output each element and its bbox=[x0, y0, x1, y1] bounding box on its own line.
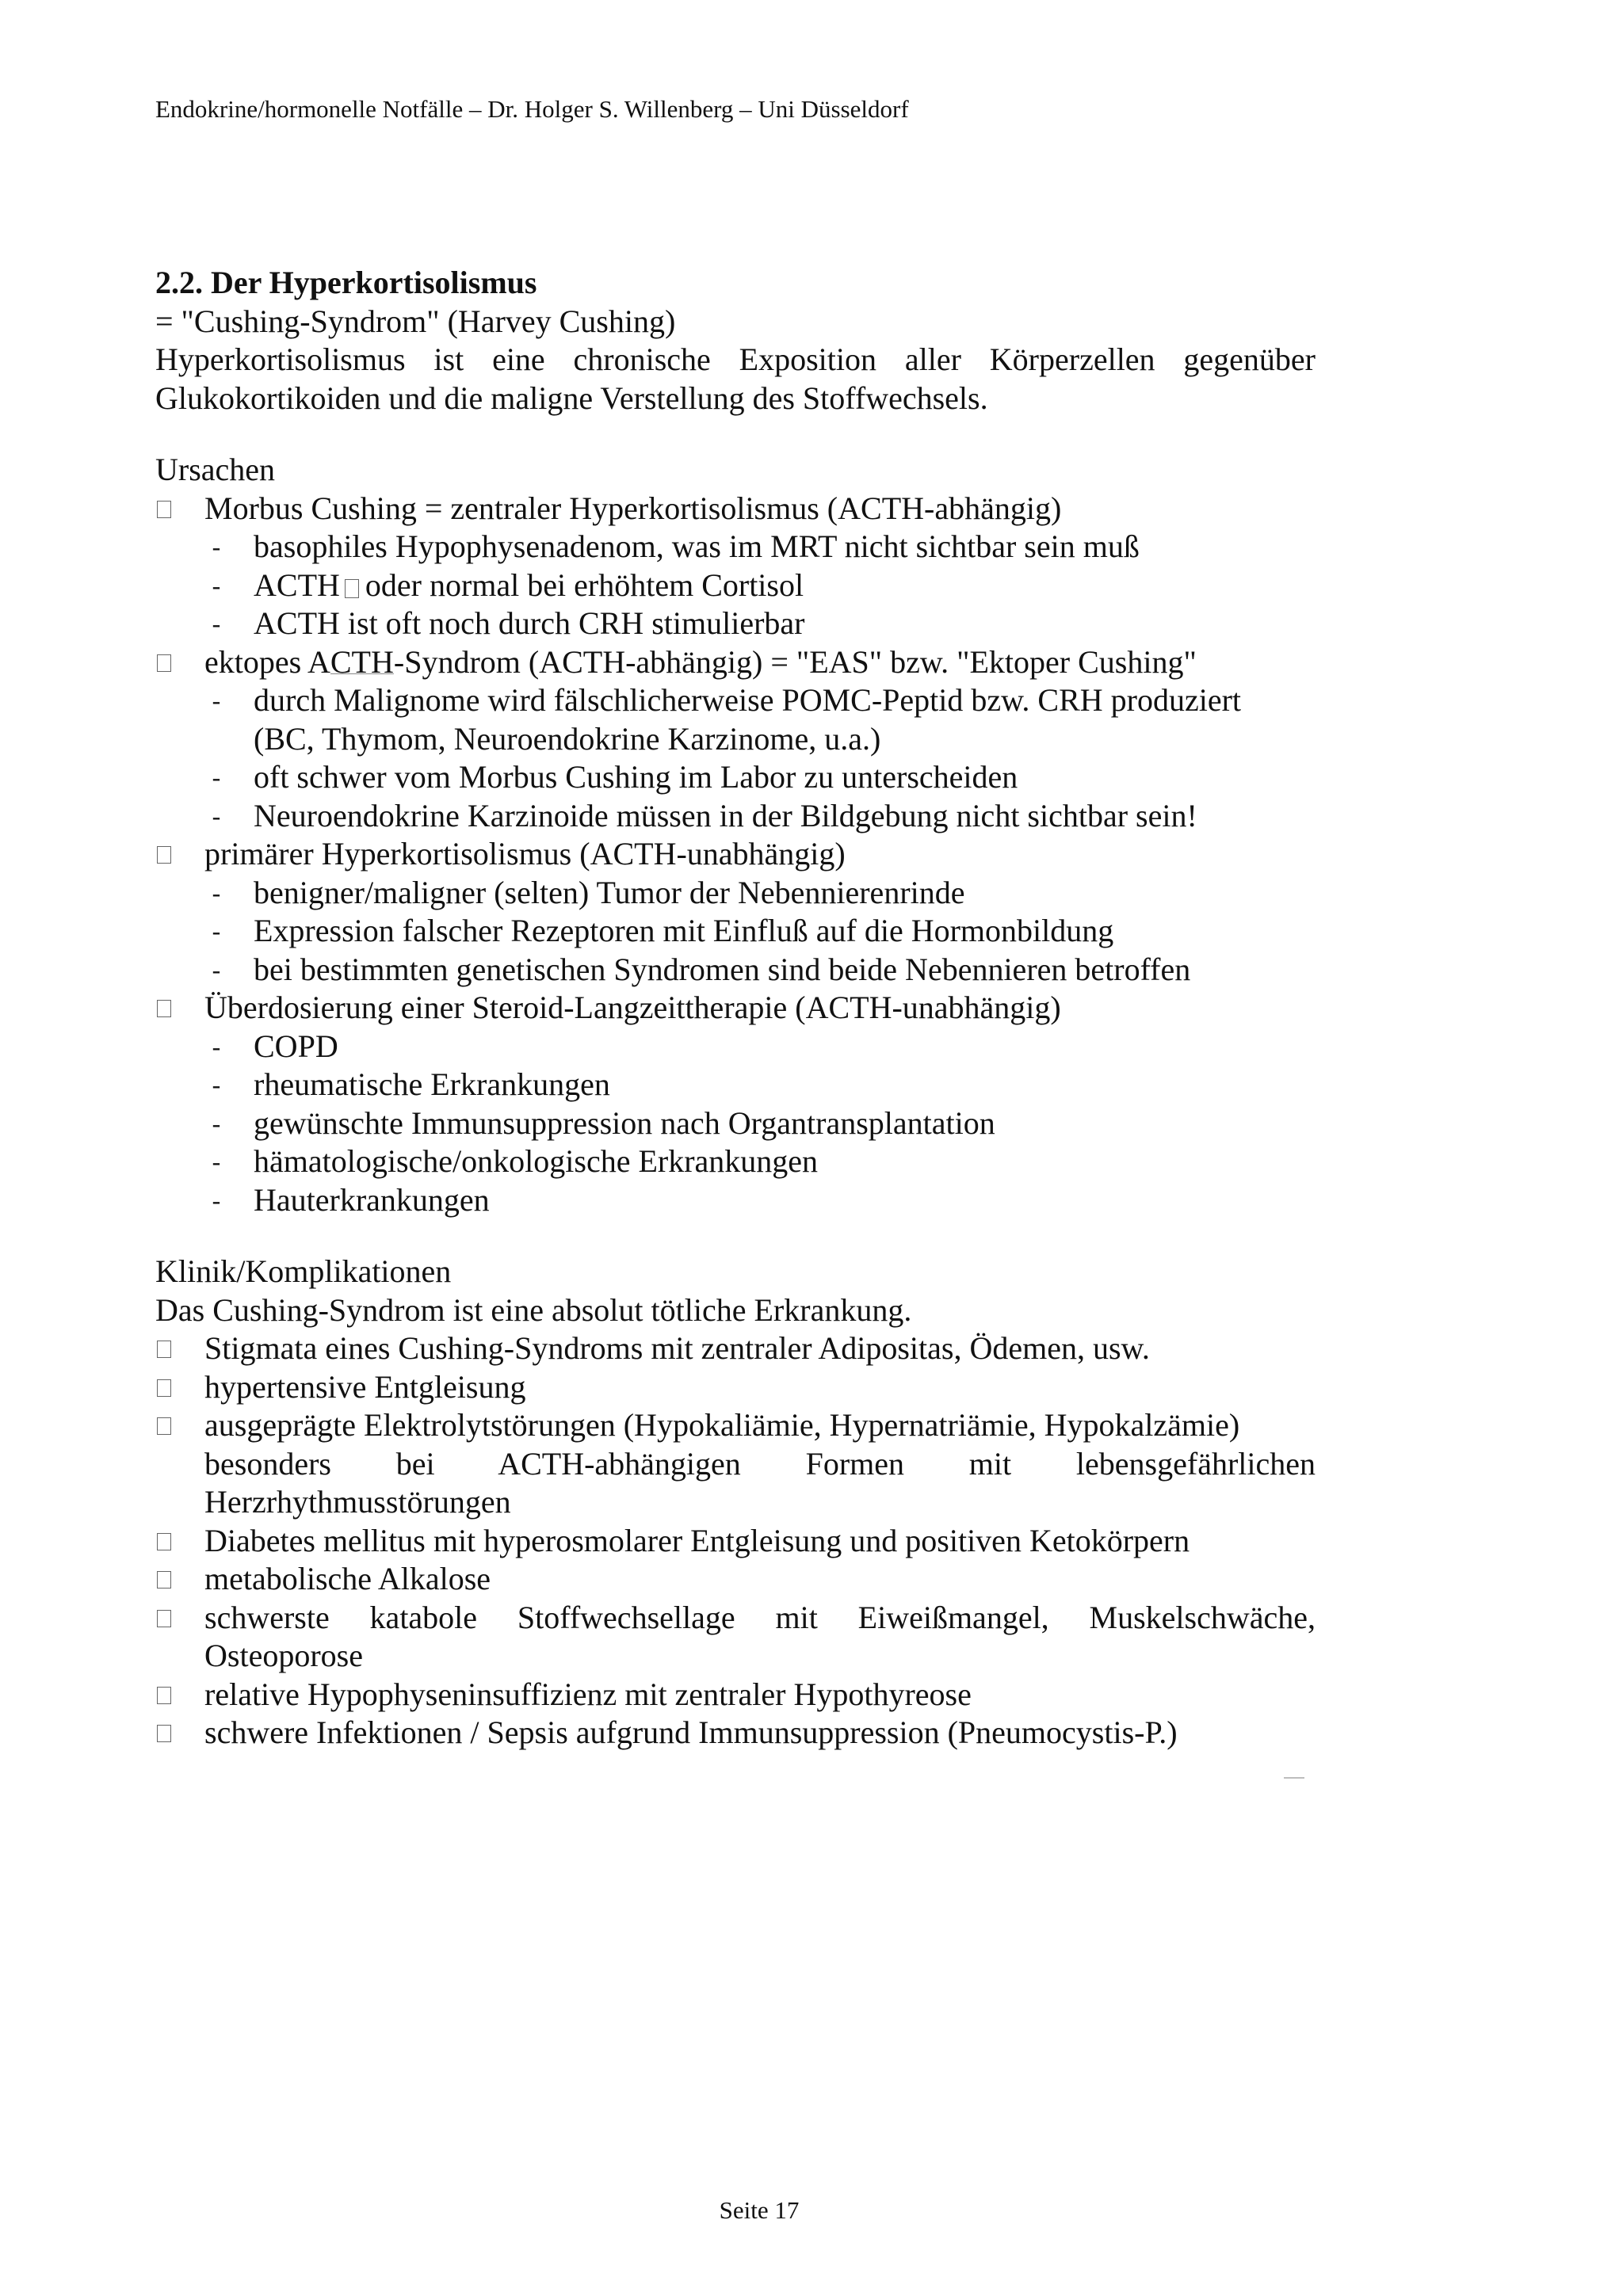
cause-subitem-text bbox=[254, 566, 1316, 605]
page-number: Seite 17 bbox=[719, 2196, 800, 2224]
dash-bullet-icon: - bbox=[212, 532, 221, 561]
cause-subitem bbox=[155, 1142, 1316, 1181]
cause-label-part: CTH bbox=[330, 643, 394, 680]
cause-label-part: ektopes A bbox=[204, 643, 330, 680]
cause-subitem bbox=[155, 951, 1316, 990]
complication-item bbox=[155, 1676, 1316, 1714]
dash-bullet-icon: - bbox=[212, 955, 221, 984]
cause-label: primärer Hyperkortisolismus (ACTH-unabhängig) bbox=[204, 836, 846, 871]
complication-text: ausgeprägte Elektrolytstörungen (Hypokaliämie, Hypernatriämie, Hypokalzämie) bbox=[204, 1407, 1240, 1443]
cause-subitem bbox=[155, 528, 1316, 566]
cause-subitem-text: rheumatische Erkrankungen bbox=[254, 1066, 610, 1102]
dash-bullet-icon: - bbox=[212, 570, 221, 600]
cause-subitem bbox=[155, 874, 1316, 913]
definition-line-2: Glukokortikoiden und die maligne Verstellung des Stoffwechsels. bbox=[155, 379, 988, 416]
complication-item bbox=[155, 1329, 1316, 1368]
complication-text: Stigmata eines Cushing-Syndroms mit zentraler Adipositas, Ödemen, usw. bbox=[204, 1330, 1150, 1366]
cause-subitem-text: Neuroendokrine Karzinoide müssen in der Bildgebung nicht sichtbar sein! bbox=[254, 797, 1197, 833]
running-header: Endokrine/hormonelle Notfälle – Dr. Holger S. Willenberg – Uni Düsseldorf bbox=[155, 95, 909, 123]
dash-bullet-icon: - bbox=[212, 801, 221, 830]
page-content bbox=[155, 264, 1316, 1753]
complication-text: schwerste katabole Stoffwechsellage mit Eiweißmangel, Muskelschwäche, bbox=[204, 1599, 1316, 1635]
missing-glyph-icon bbox=[157, 846, 171, 864]
dash-bullet-icon: - bbox=[212, 878, 221, 907]
dash-bullet-icon: - bbox=[212, 1147, 221, 1176]
complication-text: relative Hypophyseninsuffizienz mit zentraler Hypothyreose bbox=[204, 1676, 972, 1712]
definition-line-1: Hyperkortisolismus ist eine chronische Exposition aller Körperzellen gegenüber bbox=[155, 341, 1316, 377]
missing-glyph-icon bbox=[157, 1725, 171, 1742]
missing-glyph-icon bbox=[345, 579, 359, 598]
complication-item bbox=[155, 1368, 1316, 1407]
dash-bullet-icon: - bbox=[212, 1108, 221, 1138]
cause-subitem bbox=[155, 912, 1316, 951]
cause-subitem-text: Expression falscher Rezeptoren mit Einfluß auf die Hormonbildung bbox=[254, 913, 1114, 948]
stray-mark bbox=[1284, 1777, 1304, 1779]
missing-glyph-icon bbox=[157, 1379, 171, 1397]
cause-item bbox=[155, 835, 1316, 874]
cause-subitem-text: oft schwer vom Morbus Cushing im Labor zu unterscheiden bbox=[254, 759, 1018, 795]
cause-subitem bbox=[155, 797, 1316, 836]
missing-glyph-icon bbox=[157, 1610, 171, 1627]
klinik-intro: Das Cushing-Syndrom ist eine absolut tötliche Erkrankung. bbox=[155, 1291, 912, 1328]
cause-subitem bbox=[155, 1028, 1316, 1066]
cause-subitem-text: hämatologische/onkologische Erkrankungen bbox=[254, 1143, 819, 1179]
dash-bullet-icon: - bbox=[212, 917, 221, 945]
cause-subitem bbox=[155, 758, 1316, 797]
cause-subitem bbox=[155, 681, 1316, 758]
cause-label: Morbus Cushing = zentraler Hyperkortisolismus (ACTH-abhängig) bbox=[204, 490, 1062, 526]
cause-subitem bbox=[155, 1181, 1316, 1220]
dash-bullet-icon: - bbox=[212, 1070, 221, 1099]
missing-glyph-icon bbox=[157, 1687, 171, 1704]
acth-suffix: oder normal bei erhöhtem Cortisol bbox=[365, 566, 804, 603]
complication-text: Herzrhythmusstörungen bbox=[204, 1484, 511, 1520]
complication-item bbox=[155, 1522, 1316, 1561]
cause-subitem bbox=[155, 1066, 1316, 1104]
dash-bullet-icon: - bbox=[212, 1185, 221, 1215]
cause-subitem-text: (BC, Thymom, Neuroendokrine Karzinome, u.a.) bbox=[254, 720, 881, 757]
cause-subitem bbox=[155, 605, 1316, 643]
missing-glyph-icon bbox=[157, 501, 171, 518]
complication-text: metabolische Alkalose bbox=[204, 1561, 491, 1596]
cause-subitem-text: Hauterkrankungen bbox=[254, 1181, 490, 1218]
synonym-line: = "Cushing-Syndrom" (Harvey Cushing) bbox=[155, 303, 676, 339]
spacer bbox=[155, 418, 1316, 451]
cause-label-part: -Syndrom (ACTH-abhängig) = "EAS" bzw. "Ektoper Cushing" bbox=[393, 643, 1197, 680]
complication-item bbox=[155, 1714, 1316, 1753]
acth-prefix: ACTH bbox=[254, 566, 340, 603]
cause-subitem-text: gewünschte Immunsuppression nach Organtransplantation bbox=[254, 1104, 995, 1141]
complication-text: Diabetes mellitus mit hyperosmolarer Entgleisung und positiven Ketokörpern bbox=[204, 1522, 1190, 1558]
missing-glyph-icon bbox=[157, 1341, 171, 1358]
dash-bullet-icon: - bbox=[212, 686, 221, 715]
cause-label bbox=[204, 643, 1316, 682]
cause-item bbox=[155, 490, 1316, 528]
missing-glyph-icon bbox=[157, 1417, 171, 1435]
cause-item bbox=[155, 989, 1316, 1028]
cause-subitem-text: ACTH ist oft noch durch CRH stimulierbar bbox=[254, 605, 805, 641]
missing-glyph-icon bbox=[157, 1571, 171, 1589]
complication-text: besonders bei ACTH-abhängigen Formen mit lebensgefährlichen bbox=[204, 1445, 1316, 1482]
complication-text: schwere Infektionen / Sepsis aufgrund Immunsuppression (Pneumocystis-P.) bbox=[204, 1714, 1178, 1750]
cause-subitem-text: durch Malignome wird fälschlicherweise POMC-Peptid bzw. CRH produziert bbox=[254, 682, 1242, 718]
cause-subitem bbox=[155, 566, 1316, 605]
cause-label: Überdosierung einer Steroid-Langzeittherapie (ACTH-unabhängig) bbox=[204, 990, 1061, 1025]
klinik-title: Klinik/Komplikationen bbox=[155, 1253, 452, 1289]
complication-text: hypertensive Entgleisung bbox=[204, 1368, 526, 1405]
missing-glyph-icon bbox=[157, 654, 171, 672]
cause-subitem-text: COPD bbox=[254, 1028, 338, 1064]
cause-subitem-text: benigner/maligner (selten) Tumor der Nebennierenrinde bbox=[254, 874, 965, 910]
cause-subitem-text: basophiles Hypophysenadenom, was im MRT nicht sichtbar sein muß bbox=[254, 528, 1140, 564]
dash-bullet-icon: - bbox=[212, 763, 221, 791]
ursachen-title: Ursachen bbox=[155, 452, 276, 487]
cause-item bbox=[155, 643, 1316, 682]
dash-bullet-icon: - bbox=[212, 609, 221, 638]
missing-glyph-icon bbox=[157, 1533, 171, 1550]
complication-text: Osteoporose bbox=[204, 1638, 363, 1673]
dash-bullet-icon: - bbox=[212, 1032, 221, 1061]
cause-subitem-text: bei bestimmten genetischen Syndromen sind beide Nebennieren betroffen bbox=[254, 951, 1191, 987]
complication-item bbox=[155, 1560, 1316, 1599]
complication-item bbox=[155, 1406, 1316, 1522]
missing-glyph-icon bbox=[157, 1000, 171, 1017]
complication-item bbox=[155, 1599, 1316, 1676]
cause-subitem bbox=[155, 1104, 1316, 1143]
section-heading: 2.2. Der Hyperkortisolismus bbox=[155, 265, 537, 300]
spacer bbox=[155, 1219, 1316, 1253]
